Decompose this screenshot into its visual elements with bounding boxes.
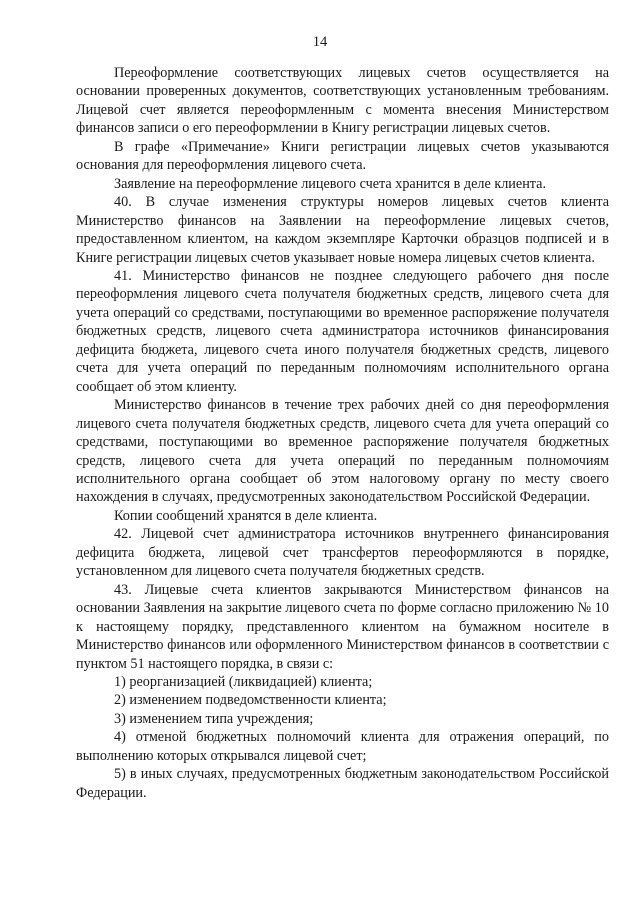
page-number: 14 xyxy=(312,34,328,50)
paragraph-clause-41: 41. Министерство финансов не позднее следующего рабочего дня после переоформления лицевого счета получателя бюджетных средств, лицевого счета для учета операций со средствами, поступающими во временное распоряжение получателя бюджетных средств, лицевого счета администратора источников финансирования дефицита бюджета, лицевого счета иного получателя бюджетных средств, лицевого счета для учета операций по переданным полномочиям исполнительного органа сообщает об этом клиенту. xyxy=(76,267,609,395)
list-item-subordination: 2) изменением подведомственности клиента; xyxy=(114,692,387,709)
paragraph-tax-notification: Министерство финансов в течение трех рабочих дней со дня переоформления лицевого счета получателя бюджетных средств, лицевого счета для учета операций со средствами, поступающими во временное распоряжение получателя бюджетных средств, лицевого счета для учета операций по переданным полномочиям исполнительного органа сообщает об этом налоговому органу по месту своего нахождения в случаях, предусмотренных законодательством Российской Федерации. xyxy=(76,397,609,506)
list-item-powers-cancellation: 4) отменой бюджетных полномочий клиента для отражения операций, по выполнению которых открывался лицевой счет; xyxy=(76,729,609,764)
paragraph-copies-storage: Копии сообщений хранятся в деле клиента. xyxy=(114,507,378,524)
paragraph-reregistration-basis: Переоформление соответствующих лицевых счетов осуществляется на основании проверенных документов, соответствующих установленным требованиям. Лицевой счет является переоформленным с момента внесения Министерством финансов записи о его переоформлении в Книгу регистрации лицевых счетов. xyxy=(76,65,609,137)
list-item-reorganization: 1) реорганизацией (ликвидацией) клиента; xyxy=(114,673,373,690)
list-item-other-cases: 5) в иных случаях, предусмотренных бюджетным законодательством Российской Федерации. xyxy=(76,766,609,801)
paragraph-note-column: В графе «Примечание» Книги регистрации лицевых счетов указываются основания для переоформления лицевого счета. xyxy=(76,138,609,174)
document-body xyxy=(76,64,609,802)
list-item-institution-type: 3) изменением типа учреждения; xyxy=(114,710,314,727)
paragraph-clause-43: 43. Лицевые счета клиентов закрываются Министерством финансов на основании Заявления на закрытие лицевого счета по форме согласно приложению № 10 к настоящему порядку, представленного клиентом на бумажном носителе в Министерство финансов или оформленного Министерством финансов в соответствии с пунктом 51 настоящего порядка, в связи с: xyxy=(76,581,609,672)
paragraph-clause-40: 40. В случае изменения структуры номеров лицевых счетов клиента Министерство финансов на Заявлении на переоформление лицевых счетов, предоставленном клиентом, на каждом экземпляре Карточки образцов подписей и в Книге регистрации лицевых счетов указывает новые номера лицевых счетов клиента. xyxy=(76,194,609,266)
paragraph-application-storage: Заявление на переоформление лицевого счета хранится в деле клиента. xyxy=(114,175,547,192)
paragraph-clause-42: 42. Лицевой счет администратора источников внутреннего финансирования дефицита бюджета, лицевой счет трансфертов переоформляются в порядке, установленном для лицевого счета получателя бюджетных средств. xyxy=(76,526,609,580)
